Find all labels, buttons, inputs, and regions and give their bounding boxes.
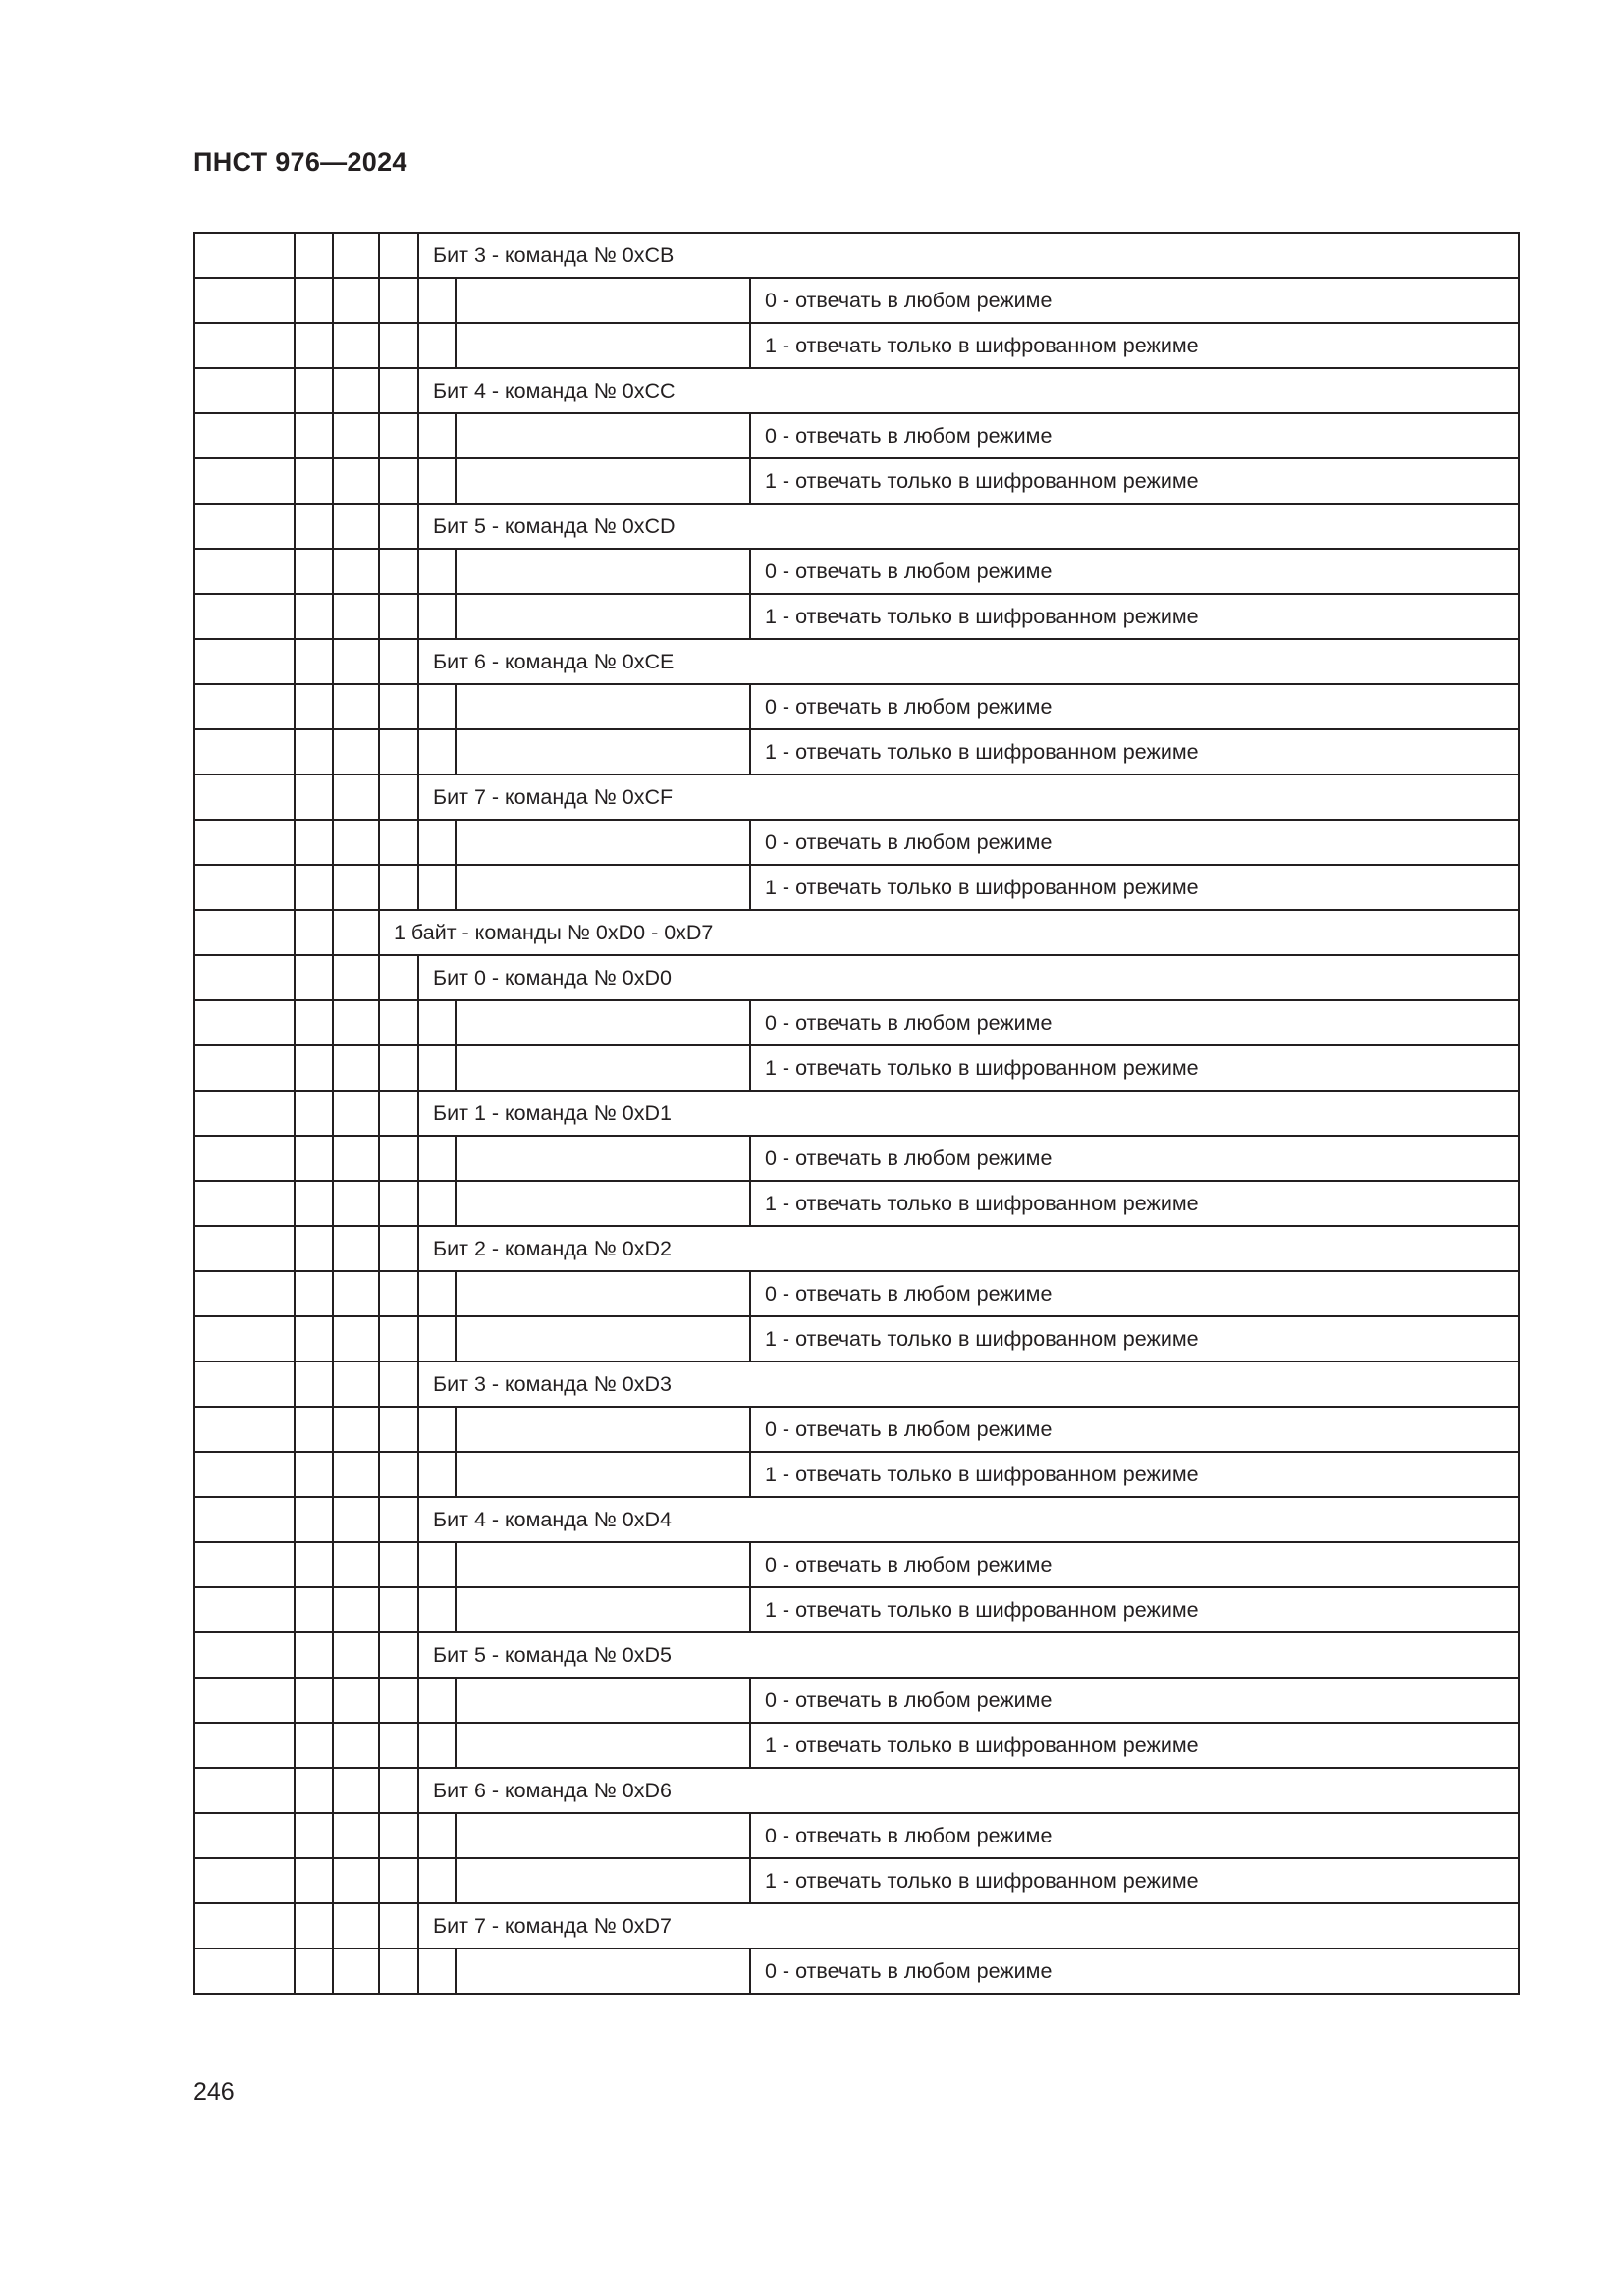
empty-cell (194, 413, 295, 458)
empty-cell (295, 1181, 333, 1226)
empty-cell (194, 594, 295, 639)
empty-cell (333, 1181, 379, 1226)
table-row-val (194, 1542, 1519, 1587)
empty-cell (333, 458, 379, 504)
empty-cell (379, 1362, 418, 1407)
empty-cell (194, 910, 295, 955)
empty-cell (194, 1316, 295, 1362)
empty-cell (379, 368, 418, 413)
empty-cell (333, 1949, 379, 1994)
document-header: ПНСТ 976—2024 (193, 147, 407, 177)
empty-cell (379, 820, 418, 865)
empty-cell (333, 684, 379, 729)
empty-cell (456, 323, 750, 368)
empty-cell (194, 1813, 295, 1858)
table-row-bit (194, 1091, 1519, 1136)
empty-cell (333, 1723, 379, 1768)
table-row-bit (194, 368, 1519, 413)
empty-cell (379, 1587, 418, 1632)
empty-cell (194, 458, 295, 504)
table-row-val (194, 413, 1519, 458)
empty-cell (379, 955, 418, 1000)
empty-cell (295, 910, 333, 955)
empty-cell (418, 278, 456, 323)
bit-cell: Бит 7 - команда № 0xCF (418, 774, 1519, 820)
empty-cell (194, 1181, 295, 1226)
empty-cell (379, 1407, 418, 1452)
table-row-bit (194, 639, 1519, 684)
empty-cell (456, 820, 750, 865)
empty-cell (295, 1858, 333, 1903)
empty-cell (194, 1226, 295, 1271)
value-cell: 1 - отвечать только в шифрованном режиме (750, 458, 1519, 504)
empty-cell (295, 729, 333, 774)
empty-cell (333, 504, 379, 549)
empty-cell (456, 1271, 750, 1316)
empty-cell (456, 549, 750, 594)
table-row-bit (194, 1632, 1519, 1678)
table-row-val (194, 684, 1519, 729)
empty-cell (379, 1768, 418, 1813)
empty-cell (379, 1542, 418, 1587)
value-cell: 0 - отвечать в любом режиме (750, 278, 1519, 323)
empty-cell (194, 1587, 295, 1632)
empty-cell (295, 413, 333, 458)
empty-cell (194, 639, 295, 684)
empty-cell (456, 1813, 750, 1858)
empty-cell (418, 684, 456, 729)
empty-cell (194, 1000, 295, 1045)
empty-cell (295, 233, 333, 278)
empty-cell (194, 323, 295, 368)
empty-cell (295, 1903, 333, 1949)
bit-cell: Бит 0 - команда № 0xD0 (418, 955, 1519, 1000)
empty-cell (379, 278, 418, 323)
empty-cell (418, 1678, 456, 1723)
value-cell: 1 - отвечать только в шифрованном режиме (750, 323, 1519, 368)
empty-cell (456, 458, 750, 504)
empty-cell (333, 1542, 379, 1587)
empty-cell (333, 1587, 379, 1632)
empty-cell (379, 1858, 418, 1903)
empty-cell (295, 1407, 333, 1452)
empty-cell (379, 1181, 418, 1226)
table-row-bit (194, 504, 1519, 549)
empty-cell (194, 1362, 295, 1407)
bit-cell: Бит 5 - команда № 0xCD (418, 504, 1519, 549)
empty-cell (379, 684, 418, 729)
empty-cell (418, 323, 456, 368)
empty-cell (379, 1903, 418, 1949)
empty-cell (295, 549, 333, 594)
table-row-val (194, 865, 1519, 910)
empty-cell (418, 458, 456, 504)
empty-cell (295, 504, 333, 549)
empty-cell (295, 1587, 333, 1632)
empty-cell (295, 1226, 333, 1271)
table-row-val (194, 729, 1519, 774)
empty-cell (194, 278, 295, 323)
empty-cell (295, 1452, 333, 1497)
empty-cell (295, 820, 333, 865)
empty-cell (379, 1091, 418, 1136)
empty-cell (295, 323, 333, 368)
empty-cell (456, 594, 750, 639)
table-row-bit (194, 1226, 1519, 1271)
empty-cell (194, 233, 295, 278)
empty-cell (333, 1858, 379, 1903)
empty-cell (194, 1768, 295, 1813)
empty-cell (333, 323, 379, 368)
empty-cell (418, 820, 456, 865)
table-row-bit (194, 774, 1519, 820)
empty-cell (295, 458, 333, 504)
empty-cell (194, 1497, 295, 1542)
empty-cell (295, 1542, 333, 1587)
spec-table-body (194, 233, 1519, 1994)
empty-cell (194, 1858, 295, 1903)
value-cell: 0 - отвечать в любом режиме (750, 1813, 1519, 1858)
empty-cell (194, 820, 295, 865)
value-cell: 0 - отвечать в любом режиме (750, 820, 1519, 865)
value-cell: 0 - отвечать в любом режиме (750, 549, 1519, 594)
empty-cell (379, 1723, 418, 1768)
table-row-val (194, 1316, 1519, 1362)
value-cell: 0 - отвечать в любом режиме (750, 1678, 1519, 1723)
empty-cell (418, 549, 456, 594)
bit-cell: Бит 2 - команда № 0xD2 (418, 1226, 1519, 1271)
bit-cell: Бит 6 - команда № 0xCE (418, 639, 1519, 684)
empty-cell (418, 1813, 456, 1858)
value-cell: 1 - отвечать только в шифрованном режиме (750, 729, 1519, 774)
bit-cell: Бит 6 - команда № 0xD6 (418, 1768, 1519, 1813)
empty-cell (295, 1045, 333, 1091)
empty-cell (194, 1407, 295, 1452)
empty-cell (295, 1136, 333, 1181)
table-row-val (194, 1587, 1519, 1632)
empty-cell (295, 774, 333, 820)
value-cell: 1 - отвечать только в шифрованном режиме (750, 1181, 1519, 1226)
table-row-byte (194, 910, 1519, 955)
empty-cell (333, 233, 379, 278)
empty-cell (418, 1542, 456, 1587)
empty-cell (295, 368, 333, 413)
empty-cell (379, 504, 418, 549)
empty-cell (379, 233, 418, 278)
table-row-bit (194, 1362, 1519, 1407)
empty-cell (194, 1271, 295, 1316)
empty-cell (295, 1632, 333, 1678)
empty-cell (456, 1045, 750, 1091)
empty-cell (456, 1949, 750, 1994)
empty-cell (379, 1136, 418, 1181)
empty-cell (333, 774, 379, 820)
empty-cell (194, 1091, 295, 1136)
empty-cell (379, 1316, 418, 1362)
value-cell: 1 - отвечать только в шифрованном режиме (750, 1858, 1519, 1903)
empty-cell (456, 1407, 750, 1452)
empty-cell (379, 1226, 418, 1271)
empty-cell (333, 865, 379, 910)
empty-cell (456, 1316, 750, 1362)
empty-cell (456, 1136, 750, 1181)
empty-cell (295, 865, 333, 910)
value-cell: 0 - отвечать в любом режиме (750, 1542, 1519, 1587)
empty-cell (333, 1316, 379, 1362)
empty-cell (379, 1497, 418, 1542)
empty-cell (333, 1903, 379, 1949)
empty-cell (418, 1723, 456, 1768)
empty-cell (418, 729, 456, 774)
empty-cell (333, 1452, 379, 1497)
empty-cell (456, 1858, 750, 1903)
empty-cell (295, 1497, 333, 1542)
empty-cell (456, 1587, 750, 1632)
empty-cell (379, 729, 418, 774)
empty-cell (194, 504, 295, 549)
empty-cell (418, 1136, 456, 1181)
empty-cell (418, 1407, 456, 1452)
bit-cell: Бит 3 - команда № 0xCB (418, 233, 1519, 278)
table-row-val (194, 1949, 1519, 1994)
table-row-bit (194, 955, 1519, 1000)
table-row-val (194, 1000, 1519, 1045)
empty-cell (295, 684, 333, 729)
empty-cell (379, 865, 418, 910)
empty-cell (456, 1542, 750, 1587)
empty-cell (379, 413, 418, 458)
empty-cell (295, 278, 333, 323)
empty-cell (379, 639, 418, 684)
empty-cell (333, 1768, 379, 1813)
bit-cell: Бит 7 - команда № 0xD7 (418, 1903, 1519, 1949)
table-row-val (194, 458, 1519, 504)
empty-cell (456, 278, 750, 323)
empty-cell (456, 1000, 750, 1045)
empty-cell (379, 1452, 418, 1497)
empty-cell (379, 1045, 418, 1091)
empty-cell (418, 865, 456, 910)
bit-cell: Бит 1 - команда № 0xD1 (418, 1091, 1519, 1136)
empty-cell (295, 639, 333, 684)
empty-cell (333, 413, 379, 458)
table-row-bit (194, 1903, 1519, 1949)
empty-cell (194, 1632, 295, 1678)
empty-cell (295, 1949, 333, 1994)
empty-cell (418, 1271, 456, 1316)
table-row-val (194, 1678, 1519, 1723)
table-row-val (194, 1452, 1519, 1497)
empty-cell (379, 549, 418, 594)
empty-cell (379, 1949, 418, 1994)
table-row-val (194, 1407, 1519, 1452)
page-number: 246 (193, 2078, 235, 2106)
empty-cell (295, 1091, 333, 1136)
empty-cell (333, 368, 379, 413)
table-row-val (194, 278, 1519, 323)
empty-cell (333, 1091, 379, 1136)
empty-cell (295, 955, 333, 1000)
table-row-val (194, 1271, 1519, 1316)
empty-cell (456, 684, 750, 729)
empty-cell (333, 1813, 379, 1858)
empty-cell (333, 820, 379, 865)
empty-cell (418, 1949, 456, 1994)
value-cell: 1 - отвечать только в шифрованном режиме (750, 594, 1519, 639)
table-row-val (194, 1045, 1519, 1091)
empty-cell (418, 1045, 456, 1091)
table-row-val (194, 1858, 1519, 1903)
empty-cell (333, 1136, 379, 1181)
empty-cell (194, 729, 295, 774)
table-row-bit (194, 1497, 1519, 1542)
empty-cell (418, 413, 456, 458)
empty-cell (379, 1678, 418, 1723)
empty-cell (333, 278, 379, 323)
empty-cell (295, 1271, 333, 1316)
empty-cell (379, 323, 418, 368)
value-cell: 0 - отвечать в любом режиме (750, 1949, 1519, 1994)
empty-cell (295, 1678, 333, 1723)
byte-cell: 1 байт - команды № 0xD0 - 0xD7 (379, 910, 1519, 955)
empty-cell (194, 1045, 295, 1091)
empty-cell (333, 1045, 379, 1091)
table-row-val (194, 1813, 1519, 1858)
empty-cell (333, 1362, 379, 1407)
empty-cell (295, 1723, 333, 1768)
table-row-val (194, 594, 1519, 639)
empty-cell (379, 594, 418, 639)
value-cell: 0 - отвечать в любом режиме (750, 1000, 1519, 1045)
empty-cell (379, 1000, 418, 1045)
empty-cell (194, 774, 295, 820)
empty-cell (295, 1000, 333, 1045)
value-cell: 0 - отвечать в любом режиме (750, 684, 1519, 729)
value-cell: 0 - отвечать в любом режиме (750, 1136, 1519, 1181)
empty-cell (418, 1181, 456, 1226)
empty-cell (456, 1678, 750, 1723)
empty-cell (194, 1678, 295, 1723)
empty-cell (295, 1813, 333, 1858)
empty-cell (194, 865, 295, 910)
empty-cell (333, 1226, 379, 1271)
empty-cell (333, 1271, 379, 1316)
empty-cell (456, 413, 750, 458)
bit-cell: Бит 5 - команда № 0xD5 (418, 1632, 1519, 1678)
empty-cell (456, 1181, 750, 1226)
value-cell: 0 - отвечать в любом режиме (750, 1407, 1519, 1452)
empty-cell (194, 1136, 295, 1181)
empty-cell (333, 594, 379, 639)
empty-cell (194, 1452, 295, 1497)
empty-cell (194, 684, 295, 729)
empty-cell (194, 955, 295, 1000)
value-cell: 1 - отвечать только в шифрованном режиме (750, 1316, 1519, 1362)
empty-cell (333, 1632, 379, 1678)
table-row-val (194, 1181, 1519, 1226)
value-cell: 0 - отвечать в любом режиме (750, 413, 1519, 458)
value-cell: 1 - отвечать только в шифрованном режиме (750, 1587, 1519, 1632)
bit-cell: Бит 4 - команда № 0xD4 (418, 1497, 1519, 1542)
empty-cell (418, 1858, 456, 1903)
value-cell: 0 - отвечать в любом режиме (750, 1271, 1519, 1316)
empty-cell (333, 1678, 379, 1723)
empty-cell (456, 729, 750, 774)
empty-cell (379, 458, 418, 504)
table-row-val (194, 1723, 1519, 1768)
table-row-val (194, 1136, 1519, 1181)
empty-cell (295, 1362, 333, 1407)
empty-cell (418, 1000, 456, 1045)
empty-cell (456, 865, 750, 910)
empty-cell (379, 1271, 418, 1316)
value-cell: 1 - отвечать только в шифрованном режиме (750, 1452, 1519, 1497)
empty-cell (295, 1316, 333, 1362)
empty-cell (194, 368, 295, 413)
table-row-val (194, 323, 1519, 368)
value-cell: 1 - отвечать только в шифрованном режиме (750, 865, 1519, 910)
empty-cell (456, 1723, 750, 1768)
empty-cell (333, 955, 379, 1000)
empty-cell (194, 1903, 295, 1949)
bit-cell: Бит 3 - команда № 0xD3 (418, 1362, 1519, 1407)
empty-cell (418, 1316, 456, 1362)
empty-cell (333, 910, 379, 955)
value-cell: 1 - отвечать только в шифрованном режиме (750, 1045, 1519, 1091)
empty-cell (333, 729, 379, 774)
empty-cell (379, 774, 418, 820)
empty-cell (379, 1632, 418, 1678)
empty-cell (194, 1723, 295, 1768)
empty-cell (333, 1497, 379, 1542)
empty-cell (418, 1587, 456, 1632)
empty-cell (418, 1452, 456, 1497)
table-row-bit (194, 233, 1519, 278)
empty-cell (333, 1000, 379, 1045)
empty-cell (333, 1407, 379, 1452)
empty-cell (295, 1768, 333, 1813)
value-cell: 1 - отвечать только в шифрованном режиме (750, 1723, 1519, 1768)
empty-cell (194, 1949, 295, 1994)
empty-cell (379, 1813, 418, 1858)
empty-cell (418, 594, 456, 639)
empty-cell (194, 549, 295, 594)
table-row-val (194, 549, 1519, 594)
table-row-bit (194, 1768, 1519, 1813)
empty-cell (456, 1452, 750, 1497)
empty-cell (333, 549, 379, 594)
bit-cell: Бит 4 - команда № 0xCC (418, 368, 1519, 413)
empty-cell (333, 639, 379, 684)
empty-cell (295, 594, 333, 639)
empty-cell (194, 1542, 295, 1587)
spec-table (193, 232, 1520, 1995)
table-row-val (194, 820, 1519, 865)
